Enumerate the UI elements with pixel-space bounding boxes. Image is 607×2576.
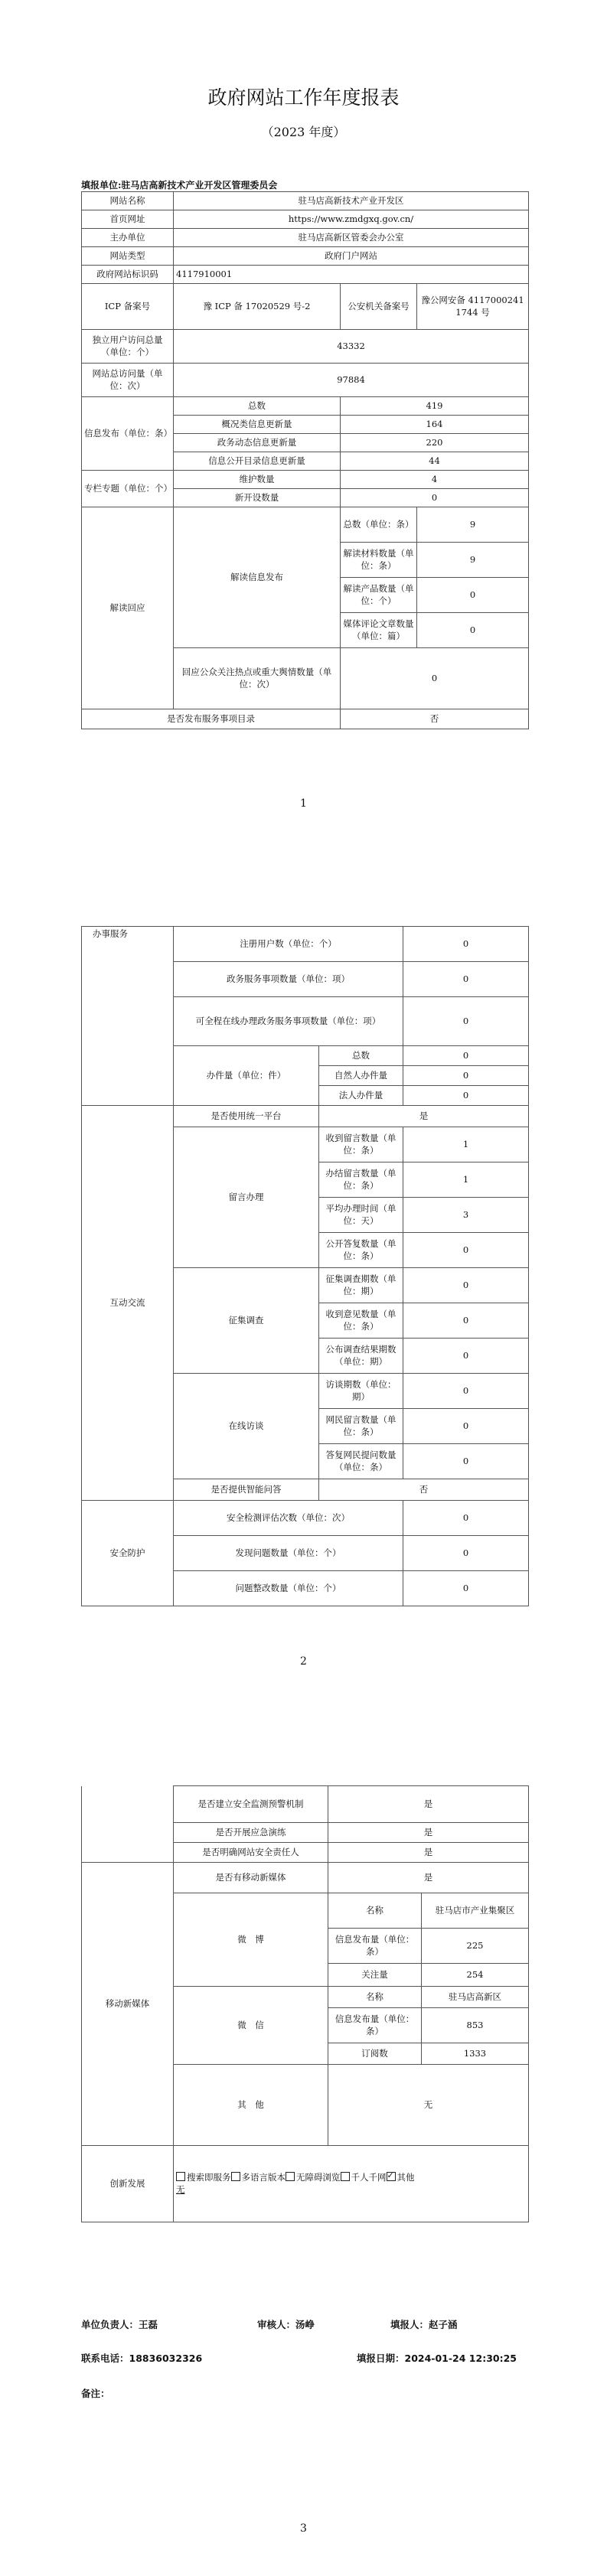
wechat-label: 微 信 bbox=[174, 1987, 328, 2065]
info-row-value: 44 bbox=[341, 452, 529, 471]
site-name-value: 驻马店高新技术产业开发区 bbox=[174, 192, 529, 210]
reporting-unit: 填报单位:驻马店高新技术产业开发区管理委员会 bbox=[81, 180, 278, 191]
wechat-row-label: 订阅数 bbox=[328, 2043, 422, 2065]
interp-label: 解读信息发布 bbox=[174, 507, 341, 648]
police-label: 公安机关备案号 bbox=[341, 284, 417, 330]
interact-label: 互动交流 bbox=[82, 1106, 174, 1501]
msg-row-label: 收到留言数量（单位：条） bbox=[319, 1127, 403, 1162]
survey-row-label: 征集调查期数（单位：期） bbox=[319, 1268, 403, 1303]
service-row-value: 0 bbox=[403, 997, 529, 1046]
unit-leader: 单位负责人：王磊 bbox=[81, 2319, 158, 2330]
interview-row-value: 0 bbox=[403, 1444, 529, 1479]
interp-row-value: 0 bbox=[417, 578, 529, 613]
security-row-label: 问题整改数量（单位：个） bbox=[174, 1571, 403, 1606]
info-row-label: 概况类信息更新量 bbox=[174, 416, 341, 434]
column-row-value: 0 bbox=[341, 489, 529, 507]
survey-label: 征集调查 bbox=[174, 1268, 319, 1374]
info-row-value: 220 bbox=[341, 434, 529, 452]
uv-value: 43332 bbox=[174, 330, 529, 364]
smart-qa-value: 否 bbox=[319, 1479, 529, 1501]
site-code-label: 政府网站标识码 bbox=[82, 266, 174, 284]
catalog-value: 否 bbox=[341, 709, 529, 729]
has-media-value: 是 bbox=[328, 1863, 529, 1893]
wechat-row-value: 1333 bbox=[422, 2043, 529, 2065]
innovation-option[interactable]: 搜索即服务 bbox=[176, 2172, 231, 2183]
uv-label: 独立用户访问总量（单位：个） bbox=[82, 330, 174, 364]
msg-label: 留言办理 bbox=[174, 1127, 319, 1268]
catalog-label: 是否发布服务事项目录 bbox=[82, 709, 341, 729]
innovation-option[interactable]: 多语言版本 bbox=[231, 2172, 286, 2183]
has-media-label: 是否有移动新媒体 bbox=[174, 1863, 328, 1893]
interp-row-value: 0 bbox=[417, 613, 529, 648]
security-row-value: 0 bbox=[403, 1536, 529, 1571]
handle-row-label: 法人办件量 bbox=[319, 1086, 403, 1106]
pv-value: 97884 bbox=[174, 364, 529, 397]
msg-row-label: 平均办理时间（单位：天） bbox=[319, 1198, 403, 1233]
police-value: 豫公网安备 41170002411744 号 bbox=[417, 284, 529, 330]
service-label: 办事服务 bbox=[82, 927, 174, 1106]
info-row-value: 164 bbox=[341, 416, 529, 434]
handle-row-label: 自然人办件量 bbox=[319, 1066, 403, 1086]
info-row-label: 信息公开目录信息更新量 bbox=[174, 452, 341, 471]
media-label: 移动新媒体 bbox=[82, 1863, 174, 2146]
wechat-row-label: 信息发布量（单位：条） bbox=[328, 2008, 422, 2043]
filler: 填报人：赵子涵 bbox=[390, 2319, 458, 2330]
interp-row-label: 解读材料数量（单位：条） bbox=[341, 543, 417, 578]
survey-row-label: 收到意见数量（单位：条） bbox=[319, 1303, 403, 1339]
security-row-value: 0 bbox=[403, 1571, 529, 1606]
sec-row-value: 是 bbox=[328, 1843, 529, 1863]
checkbox-checked-icon[interactable] bbox=[387, 2172, 396, 2181]
platform-value: 是 bbox=[319, 1106, 529, 1127]
response-label: 解读回应 bbox=[82, 507, 174, 709]
service-row-value: 0 bbox=[403, 927, 529, 962]
interview-row-label: 访谈期数（单位：期） bbox=[319, 1374, 403, 1409]
page3-spacer-cell bbox=[82, 1786, 174, 1863]
report-title: 政府网站工作年度报表 bbox=[207, 86, 400, 109]
pv-label: 网站总访问量（单位：次） bbox=[82, 364, 174, 397]
innovation-option[interactable]: ✓ 其他 bbox=[387, 2172, 415, 2183]
checkbox-icon[interactable] bbox=[176, 2172, 185, 2181]
handle-row-label: 总数 bbox=[319, 1046, 403, 1066]
interp-row-label: 解读产品数量（单位：个） bbox=[341, 578, 417, 613]
site-type-label: 网站类型 bbox=[82, 247, 174, 266]
sponsor-label: 主办单位 bbox=[82, 229, 174, 247]
interview-row-label: 答复网民提问数量（单位：条） bbox=[319, 1444, 403, 1479]
page-number: 2 bbox=[300, 1655, 307, 1668]
site-type-value: 政府门户网站 bbox=[174, 247, 529, 266]
checkbox-icon[interactable] bbox=[231, 2172, 240, 2181]
column-row-label: 维护数量 bbox=[174, 471, 341, 489]
home-url-value[interactable]: https://www.zmdgxq.gov.cn/ bbox=[174, 210, 529, 229]
info-row-label: 政务动态信息更新量 bbox=[174, 434, 341, 452]
weibo-row-value: 254 bbox=[422, 1964, 529, 1987]
checkbox-icon[interactable] bbox=[341, 2172, 350, 2181]
reviewer: 审核人：汤峥 bbox=[257, 2319, 315, 2330]
handle-row-value: 0 bbox=[403, 1046, 529, 1066]
hot-value: 0 bbox=[341, 648, 529, 709]
platform-label: 是否使用统一平台 bbox=[174, 1106, 319, 1127]
innovation-option[interactable]: 无障碍浏览 bbox=[286, 2172, 341, 2183]
interp-row-label: 总数（单位：条） bbox=[341, 507, 417, 543]
interview-row-value: 0 bbox=[403, 1374, 529, 1409]
security-label: 安全防护 bbox=[82, 1501, 174, 1606]
security-row-label: 安全检测评估次数（单位：次） bbox=[174, 1501, 403, 1536]
interview-row-value: 0 bbox=[403, 1409, 529, 1444]
column-row-label: 新开设数量 bbox=[174, 489, 341, 507]
msg-row-label: 办结留言数量（单位：条） bbox=[319, 1162, 403, 1198]
weibo-label: 微 博 bbox=[174, 1893, 328, 1987]
other-label: 其 他 bbox=[174, 2065, 328, 2146]
msg-row-value: 1 bbox=[403, 1127, 529, 1162]
column-label: 专栏专题（单位：个） bbox=[82, 471, 174, 507]
innovation-option[interactable]: 千人千网 bbox=[341, 2172, 387, 2183]
survey-row-value: 0 bbox=[403, 1339, 529, 1374]
weibo-row-label: 关注量 bbox=[328, 1964, 422, 1987]
interp-row-value: 9 bbox=[417, 507, 529, 543]
icp-value: 豫 ICP 备 17020529 号-2 bbox=[174, 284, 341, 330]
security-row-value: 0 bbox=[403, 1501, 529, 1536]
page3-table bbox=[81, 1785, 529, 2222]
interp-row-label: 媒体评论文章数量（单位：篇） bbox=[341, 613, 417, 648]
sec-row-value: 是 bbox=[328, 1823, 529, 1843]
innovation-options bbox=[174, 2146, 529, 2222]
service-row-label: 政务服务事项数量（单位：项） bbox=[174, 962, 403, 997]
weibo-row-label: 信息发布量（单位：条） bbox=[328, 1929, 422, 1964]
handle-label: 办件量（单位：件） bbox=[174, 1046, 319, 1106]
interview-label: 在线访谈 bbox=[174, 1374, 319, 1479]
page-number: 1 bbox=[300, 797, 307, 810]
security-row-label: 发现问题数量（单位：个） bbox=[174, 1536, 403, 1571]
msg-row-label: 公开答复数量（单位：条） bbox=[319, 1233, 403, 1268]
home-url-label: 首页网址 bbox=[82, 210, 174, 229]
wechat-row-value: 驻马店高新区 bbox=[422, 1987, 529, 2008]
survey-row-value: 0 bbox=[403, 1268, 529, 1303]
innovation-label: 创新发展 bbox=[82, 2146, 174, 2222]
info-row-label: 总数 bbox=[174, 397, 341, 416]
info-label: 信息发布（单位：条） bbox=[82, 397, 174, 471]
contact-phone: 联系电话：18836032326 bbox=[81, 2353, 203, 2364]
page-number: 3 bbox=[300, 2522, 307, 2535]
handle-row-value: 0 bbox=[403, 1066, 529, 1086]
service-row-value: 0 bbox=[403, 962, 529, 997]
site-name-label: 网站名称 bbox=[82, 192, 174, 210]
survey-row-value: 0 bbox=[403, 1303, 529, 1339]
interp-row-value: 9 bbox=[417, 543, 529, 578]
weibo-row-label: 名称 bbox=[328, 1893, 422, 1929]
column-row-value: 4 bbox=[341, 471, 529, 489]
smart-qa-label: 是否提供智能问答 bbox=[174, 1479, 319, 1501]
msg-row-value: 0 bbox=[403, 1233, 529, 1268]
service-row-label: 注册用户数（单位：个） bbox=[174, 927, 403, 962]
checkbox-icon[interactable] bbox=[286, 2172, 295, 2181]
msg-row-value: 3 bbox=[403, 1198, 529, 1233]
sponsor-value: 驻马店高新区管委会办公室 bbox=[174, 229, 529, 247]
weibo-row-value: 驻马店市产业集聚区 bbox=[422, 1893, 529, 1929]
msg-row-value: 1 bbox=[403, 1162, 529, 1198]
wechat-row-value: 853 bbox=[422, 2008, 529, 2043]
weibo-row-value: 225 bbox=[422, 1929, 529, 1964]
site-code-value: 4117910001 bbox=[174, 266, 529, 284]
fill-date: 填报日期：2024-01-24 12:30:25 bbox=[357, 2353, 517, 2364]
survey-row-label: 公布调查结果期数（单位：期） bbox=[319, 1339, 403, 1374]
icp-label: ICP 备案号 bbox=[82, 284, 174, 330]
interview-row-label: 网民留言数量（单位：条） bbox=[319, 1409, 403, 1444]
handle-row-value: 0 bbox=[403, 1086, 529, 1106]
page2-table bbox=[81, 926, 529, 1606]
wechat-row-label: 名称 bbox=[328, 1987, 422, 2008]
innovation-other-text: 无 bbox=[176, 2183, 185, 2195]
other-value: 无 bbox=[328, 2065, 529, 2146]
report-year: （2023 年度） bbox=[261, 125, 346, 139]
hot-label: 回应公众关注热点或重大舆情数量（单位：次） bbox=[174, 648, 341, 709]
sec-row-label: 是否明确网站安全责任人 bbox=[174, 1843, 328, 1863]
page1-table bbox=[81, 191, 529, 729]
remark: 备注： bbox=[81, 2388, 110, 2399]
service-row-label: 可全程在线办理政务服务事项数量（单位：项） bbox=[174, 997, 403, 1046]
info-row-value: 419 bbox=[341, 397, 529, 416]
sec-row-label: 是否建立安全监测预警机制 bbox=[174, 1786, 328, 1823]
sec-row-label: 是否开展应急演练 bbox=[174, 1823, 328, 1843]
sec-row-value: 是 bbox=[328, 1786, 529, 1823]
